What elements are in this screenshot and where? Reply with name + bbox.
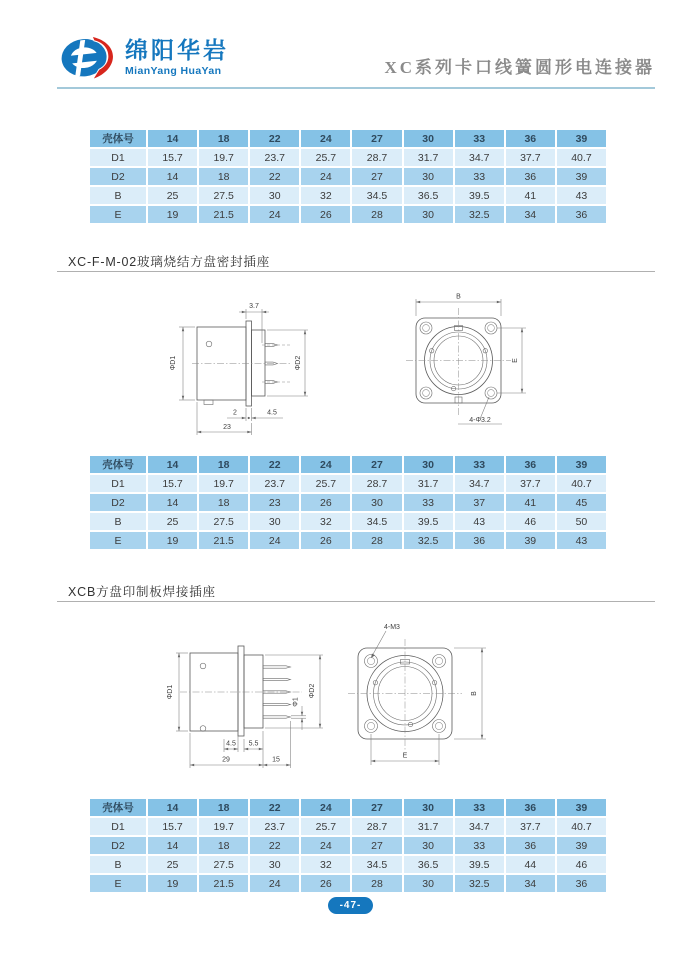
- drawing-front-view-pcb: [340, 613, 520, 781]
- table-cell: 36.5: [404, 187, 453, 204]
- table-header-row: [90, 456, 606, 473]
- table-cell: 30: [404, 837, 453, 854]
- table-cell: 36: [506, 837, 555, 854]
- table-cell: 27: [352, 837, 401, 854]
- table-cell: 37: [455, 494, 504, 511]
- table-cell: 43: [557, 532, 606, 549]
- table-cell: 24: [301, 837, 350, 854]
- table-cell: 27.5: [199, 513, 248, 530]
- dim-label: Φ1: [292, 697, 300, 707]
- table-row-E: [90, 206, 606, 223]
- dim-label: 4.5: [267, 409, 277, 417]
- dim-label: 5.5: [248, 740, 259, 748]
- table-cell: 43: [455, 513, 504, 530]
- table-cell: 39.5: [404, 513, 453, 530]
- table-header-cell: 39: [557, 456, 606, 473]
- header-divider: [57, 87, 655, 89]
- logo-text: [125, 38, 229, 77]
- table-cell: 32.5: [455, 875, 504, 892]
- table-header-label: 壳体号: [90, 130, 146, 147]
- table-header-cell: 22: [250, 456, 299, 473]
- table-cell: 37.7: [506, 475, 555, 492]
- table-cell: 21.5: [199, 532, 248, 549]
- table-cell: 19: [148, 206, 197, 223]
- dim-label: ΦD1: [167, 684, 174, 700]
- table-cell: 30: [404, 206, 453, 223]
- table-cell: 18: [199, 168, 248, 185]
- row-label: D2: [90, 494, 146, 511]
- dim-label: E: [402, 752, 408, 760]
- table-header-cell: 33: [455, 130, 504, 147]
- table-cell: 27.5: [199, 856, 248, 873]
- table-header-cell: 39: [557, 130, 606, 147]
- table-cell: 19.7: [199, 475, 248, 492]
- table-header-cell: 14: [148, 130, 197, 147]
- table-cell: 32.5: [455, 206, 504, 223]
- logo-company-name: 绵阳华岩: [125, 36, 229, 63]
- table-header-cell: 14: [148, 799, 197, 816]
- table-cell: 40.7: [557, 818, 606, 835]
- dim-label: 29: [222, 756, 230, 764]
- table-cell: 25: [148, 513, 197, 530]
- dimension-table-3: [88, 797, 608, 894]
- table-cell: 34.7: [455, 475, 504, 492]
- hole-callout: 4-Φ3.2: [469, 417, 491, 424]
- table-cell: 26: [301, 875, 350, 892]
- table-header-cell: 22: [250, 799, 299, 816]
- table-row-D2: [90, 837, 606, 854]
- hole-callout: 4-M3: [384, 624, 400, 631]
- table-cell: 19: [148, 532, 197, 549]
- table-cell: 23: [250, 494, 299, 511]
- table-row-D1: [90, 818, 606, 835]
- table-header-cell: 27: [352, 130, 401, 147]
- table-cell: 28.7: [352, 475, 401, 492]
- row-label: D2: [90, 837, 146, 854]
- table-cell: 30: [352, 494, 401, 511]
- table-header-cell: 30: [404, 130, 453, 147]
- table-row-D1: [90, 149, 606, 166]
- table-cell: 28: [352, 532, 401, 549]
- table-cell: 21.5: [199, 206, 248, 223]
- table-row-B: [90, 513, 606, 530]
- table-header-cell: 36: [506, 456, 555, 473]
- table-cell: 46: [557, 856, 606, 873]
- row-label: E: [90, 206, 146, 223]
- dim-label: ΦD2: [295, 355, 302, 371]
- table-cell: 30: [250, 187, 299, 204]
- table-cell: 26: [301, 206, 350, 223]
- table-cell: 31.7: [404, 475, 453, 492]
- table-cell: 26: [301, 532, 350, 549]
- row-label: D1: [90, 818, 146, 835]
- table-cell: 33: [455, 168, 504, 185]
- table-header-cell: 33: [455, 456, 504, 473]
- table-cell: 21.5: [199, 875, 248, 892]
- table-cell: 36.5: [404, 856, 453, 873]
- table-cell: 39.5: [455, 856, 504, 873]
- row-label: B: [90, 856, 146, 873]
- table-row-D2: [90, 494, 606, 511]
- table-header-cell: 18: [199, 130, 248, 147]
- table-cell: 39: [557, 168, 606, 185]
- table-row-B: [90, 856, 606, 873]
- table-cell: 28: [352, 206, 401, 223]
- table-cell: 34.5: [352, 187, 401, 204]
- table-cell: 33: [404, 494, 453, 511]
- table-cell: 34: [506, 206, 555, 223]
- table-cell: 36: [455, 532, 504, 549]
- row-label: D2: [90, 168, 146, 185]
- dim-label: B: [456, 293, 461, 301]
- table-cell: 15.7: [148, 818, 197, 835]
- row-label: D1: [90, 475, 146, 492]
- table-header-cell: 30: [404, 799, 453, 816]
- table-cell: 30: [250, 856, 299, 873]
- table-cell: 19.7: [199, 818, 248, 835]
- table-cell: 28.7: [352, 818, 401, 835]
- row-label: E: [90, 875, 146, 892]
- table-header-cell: 39: [557, 799, 606, 816]
- table-cell: 15.7: [148, 475, 197, 492]
- table-cell: 14: [148, 837, 197, 854]
- table-header-cell: 27: [352, 456, 401, 473]
- table-header-cell: 27: [352, 799, 401, 816]
- table-cell: 25: [148, 187, 197, 204]
- row-label: D1: [90, 149, 146, 166]
- table-cell: 45: [557, 494, 606, 511]
- table-cell: 24: [301, 168, 350, 185]
- table-cell: 23.7: [250, 475, 299, 492]
- dim-label: 3.7: [249, 303, 259, 310]
- table-cell: 23.7: [250, 818, 299, 835]
- table-cell: 25: [148, 856, 197, 873]
- dimension-table-1: [88, 128, 608, 225]
- table-cell: 33: [455, 837, 504, 854]
- table-row-D2: [90, 168, 606, 185]
- table-cell: 24: [250, 875, 299, 892]
- table-row-E: [90, 532, 606, 549]
- table-cell: 50: [557, 513, 606, 530]
- table-row-E: [90, 875, 606, 892]
- section-divider-2: [57, 601, 655, 602]
- section-heading-1: XC-F-M-02玻璃烧结方盘密封插座: [68, 255, 271, 269]
- table-cell: 14: [148, 494, 197, 511]
- table-cell: 27: [352, 168, 401, 185]
- table-cell: 18: [199, 837, 248, 854]
- dim-label: 23: [223, 424, 231, 431]
- table-cell: 32: [301, 187, 350, 204]
- table-cell: 40.7: [557, 475, 606, 492]
- table-row-B: [90, 187, 606, 204]
- dimension-table-2: [88, 454, 608, 551]
- table-cell: 28.7: [352, 149, 401, 166]
- table-header-cell: 18: [199, 456, 248, 473]
- table-cell: 39: [506, 532, 555, 549]
- table-header-cell: 24: [301, 456, 350, 473]
- table-cell: 14: [148, 168, 197, 185]
- table-cell: 46: [506, 513, 555, 530]
- table-cell: 22: [250, 837, 299, 854]
- document-title: XC系列卡口线簧圆形电连接器: [384, 58, 655, 77]
- section-divider-1: [57, 271, 655, 272]
- table-cell: 30: [404, 875, 453, 892]
- table-cell: 32: [301, 856, 350, 873]
- drawing-side-view-pcb: [150, 618, 350, 783]
- table-cell: 22: [250, 168, 299, 185]
- row-label: B: [90, 187, 146, 204]
- table-row-D1: [90, 475, 606, 492]
- table-cell: 36: [557, 206, 606, 223]
- logo-company-name-en: MianYang HuaYan: [125, 65, 222, 78]
- page-number-badge: -47-: [328, 897, 373, 914]
- company-logo: [60, 34, 229, 81]
- table-cell: 18: [199, 494, 248, 511]
- table-header-cell: 33: [455, 799, 504, 816]
- dim-label: 2: [233, 409, 237, 417]
- dim-label: E: [512, 358, 519, 363]
- table-cell: 32: [301, 513, 350, 530]
- table-cell: 34.5: [352, 513, 401, 530]
- table-cell: 24: [250, 532, 299, 549]
- table-cell: 34: [506, 875, 555, 892]
- dim-label: B: [471, 691, 478, 696]
- table-header-row: [90, 799, 606, 816]
- table-cell: 26: [301, 494, 350, 511]
- table-cell: 28: [352, 875, 401, 892]
- table-cell: 30: [250, 513, 299, 530]
- table-cell: 31.7: [404, 818, 453, 835]
- table-header-cell: 18: [199, 799, 248, 816]
- table-header-cell: 24: [301, 799, 350, 816]
- table-cell: 31.7: [404, 149, 453, 166]
- section-heading-2: XCB方盘印制板焊接插座: [68, 585, 216, 599]
- table-header-cell: 36: [506, 130, 555, 147]
- table-header-cell: 22: [250, 130, 299, 147]
- table-cell: 43: [557, 187, 606, 204]
- table-cell: 39.5: [455, 187, 504, 204]
- table-cell: 25.7: [301, 818, 350, 835]
- table-cell: 34.5: [352, 856, 401, 873]
- drawing-side-view-sealed: [150, 283, 350, 445]
- table-cell: 24: [250, 206, 299, 223]
- table-cell: 15.7: [148, 149, 197, 166]
- table-cell: 27.5: [199, 187, 248, 204]
- table-cell: 23.7: [250, 149, 299, 166]
- table-cell: 37.7: [506, 818, 555, 835]
- table-cell: 37.7: [506, 149, 555, 166]
- table-cell: 41: [506, 187, 555, 204]
- dim-label: ΦD2: [309, 683, 316, 699]
- table-header-label: 壳体号: [90, 799, 146, 816]
- table-cell: 19.7: [199, 149, 248, 166]
- logo-icon: [60, 34, 116, 81]
- drawing-front-view-sealed: [370, 285, 550, 445]
- table-header-cell: 30: [404, 456, 453, 473]
- table-cell: 30: [404, 168, 453, 185]
- table-header-cell: 36: [506, 799, 555, 816]
- table-header-label: 壳体号: [90, 456, 146, 473]
- table-cell: 25.7: [301, 149, 350, 166]
- dim-label: ΦD1: [170, 355, 177, 371]
- table-cell: 19: [148, 875, 197, 892]
- table-cell: 40.7: [557, 149, 606, 166]
- table-cell: 32.5: [404, 532, 453, 549]
- table-cell: 34.7: [455, 818, 504, 835]
- dim-label: 15: [272, 756, 280, 764]
- table-header-cell: 14: [148, 456, 197, 473]
- table-cell: 36: [557, 875, 606, 892]
- table-cell: 41: [506, 494, 555, 511]
- connector-body: [190, 646, 263, 736]
- row-label: E: [90, 532, 146, 549]
- table-header-cell: 24: [301, 130, 350, 147]
- table-cell: 25.7: [301, 475, 350, 492]
- table-cell: 34.7: [455, 149, 504, 166]
- table-cell: 39: [557, 837, 606, 854]
- row-label: B: [90, 513, 146, 530]
- table-header-row: [90, 130, 606, 147]
- table-cell: 44: [506, 856, 555, 873]
- table-cell: 36: [506, 168, 555, 185]
- dim-label: 4.5: [226, 740, 236, 748]
